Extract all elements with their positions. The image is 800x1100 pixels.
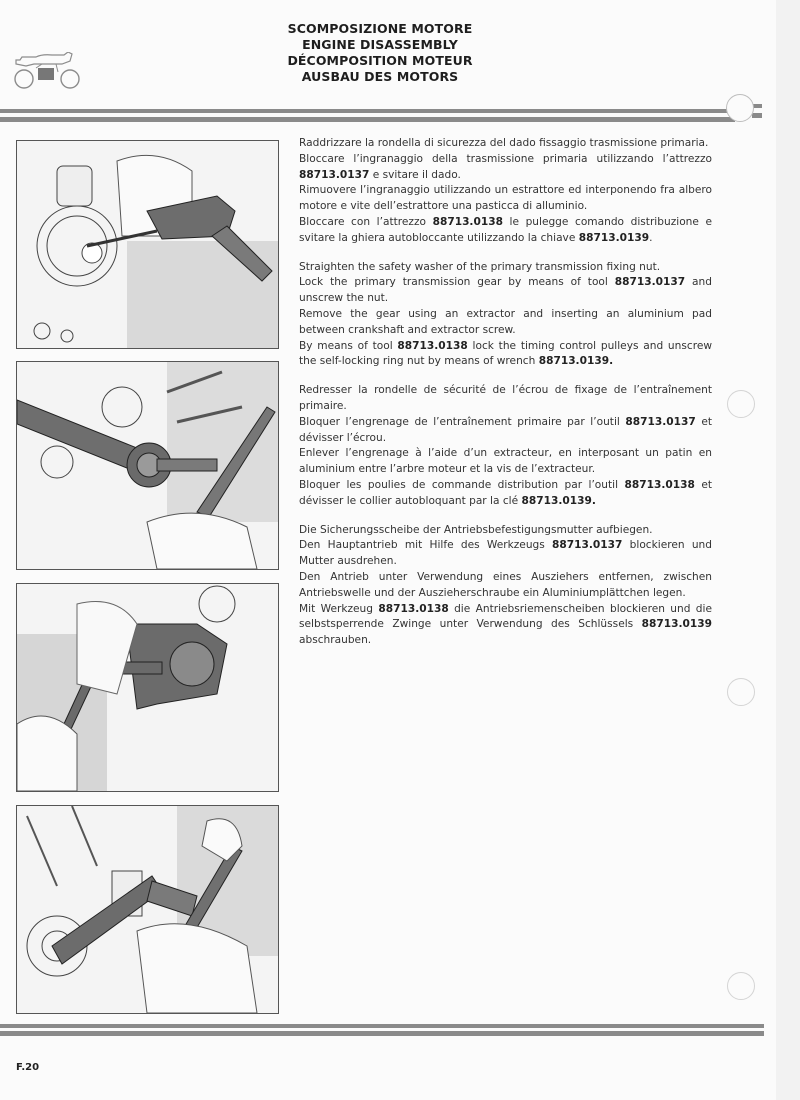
tool-code: 88713.0138 [624,478,695,491]
engine-illustration-2 [17,362,278,569]
step-en-3: Remove the gear using an extractor and inserting an aluminium pad between crankshaft and extractor screw. [299,307,712,336]
instructions-en [299,260,712,371]
tool-code: 88713.0138 [397,339,468,352]
step-de-3: Den Antrieb unter Verwendung eines Ausziehers entfernen, zwischen Antriebswelle und der Auszieherschraube ein Aluminiumplättchen legen. [299,570,712,599]
section-tab-marker [727,972,755,1000]
step-it-3: Rimuovere l’ingranaggio utilizzando un estrattore ed interponendo fra albero motore e vite dell’estrattore una pasticca di alluminio. [299,184,712,213]
header-stripe-tab-bottom [752,113,762,118]
tool-code: 88713.0137 [552,539,623,552]
figure-hammer-chisel [16,140,279,349]
figure-locking-tool [16,361,279,570]
step-fr-1: Redresser la rondelle de sécurité de l’écrou de fixage de l’entraînement primaire. [299,384,712,412]
instructions-fr [299,383,712,509]
header-stripe-bottom [0,117,735,122]
tool-code: 88713.0138 [378,602,449,615]
header-stripe-top [0,109,735,113]
tool-code: 88713.0139 [641,618,712,631]
figure-wrench [16,805,279,1014]
step-en-4: By means of tool 88713.0138 lock the timing control pulleys and unscrew the self-locking ring nut by means of wrench 88713.0139. [299,339,712,368]
motorcycle-engine-icon [12,52,82,92]
tool-code: 88713.0138 [432,215,503,228]
step-en-2: Lock the primary transmission gear by means of tool 88713.0137 and unscrew the nut. [299,276,712,305]
step-fr-3: Enlever l’engrenage à l’aide d’un extracteur, en interposant un patin en aluminium entre l’arbre moteur et la vis de l’extracteur. [299,447,712,476]
engine-illustration-1 [17,141,278,348]
tool-code: 88713.0137 [299,168,370,181]
step-de-4: Mit Werkzeug 88713.0138 die Antriebsriemenscheiben blockieren und die selbstsperrende Zwinge unter Verwendung des Schlüssels 88713.0139 abschrauben. [299,602,712,647]
step-it-1: Raddrizzare la rondella di sicurezza del dado fissaggio trasmissione primaria. [299,137,709,149]
title-en: ENGINE DISASSEMBLY [302,37,458,52]
step-it-4: Bloccare con l’attrezzo 88713.0138 le pulegge comando distribuzione e svitare la ghiera autobloccante utilizzando la chiave 88713.0139. [299,215,713,244]
page-title [250,21,510,85]
footer-stripe-bottom [0,1031,764,1036]
title-de: AUSBAU DES MOTORS [301,69,459,84]
engine-illustration-3 [17,584,278,791]
step-en-1: Straighten the safety washer of the primary transmission fixing nut. [299,260,661,273]
step-de-1: Die Sicherungsscheibe der Antriebsbefestigungsmutter aufbiegen. [299,523,653,536]
tool-code: 88713.0139. [521,494,596,507]
step-de-2: Den Hauptantrieb mit Hilfe des Werkzeugs 88713.0137 blockieren und Mutter ausdrehen. [299,539,712,568]
title-it: SCOMPOSIZIONE MOTORE [287,21,473,36]
instructions-text [299,136,712,662]
tool-code: 88713.0137 [625,415,696,428]
step-fr-2: Bloquer l’engrenage de l’entraînement primaire par l’outil 88713.0137 et dévisser l’écrou. [299,415,712,444]
tool-code: 88713.0137 [614,276,686,289]
section-tab-marker [727,678,755,706]
tool-code: 88713.0139. [538,355,614,368]
step-fr-4: Bloquer les poulies de commande distribution par l’outil 88713.0138 et dévisser le collier autobloquant par la clé 88713.0139. [299,478,712,507]
page-number: F.20 [16,1062,40,1073]
step-it-2: Bloccare l’ingranaggio della trasmissione primaria utilizzando l’attrezzo 88713.0137 e svitare il dado. [299,152,712,181]
section-tab-marker [727,390,755,418]
page-edge-shadow [776,0,800,1100]
section-tab-marker [726,94,754,122]
footer-stripe-top [0,1024,764,1028]
engine-illustration-4 [17,806,278,1013]
figure-extractor [16,583,279,792]
instructions-de [299,523,712,649]
tool-code: 88713.0139 [578,231,650,244]
title-fr: DÉCOMPOSITION MOTEUR [287,53,473,68]
instructions-it [299,136,712,247]
